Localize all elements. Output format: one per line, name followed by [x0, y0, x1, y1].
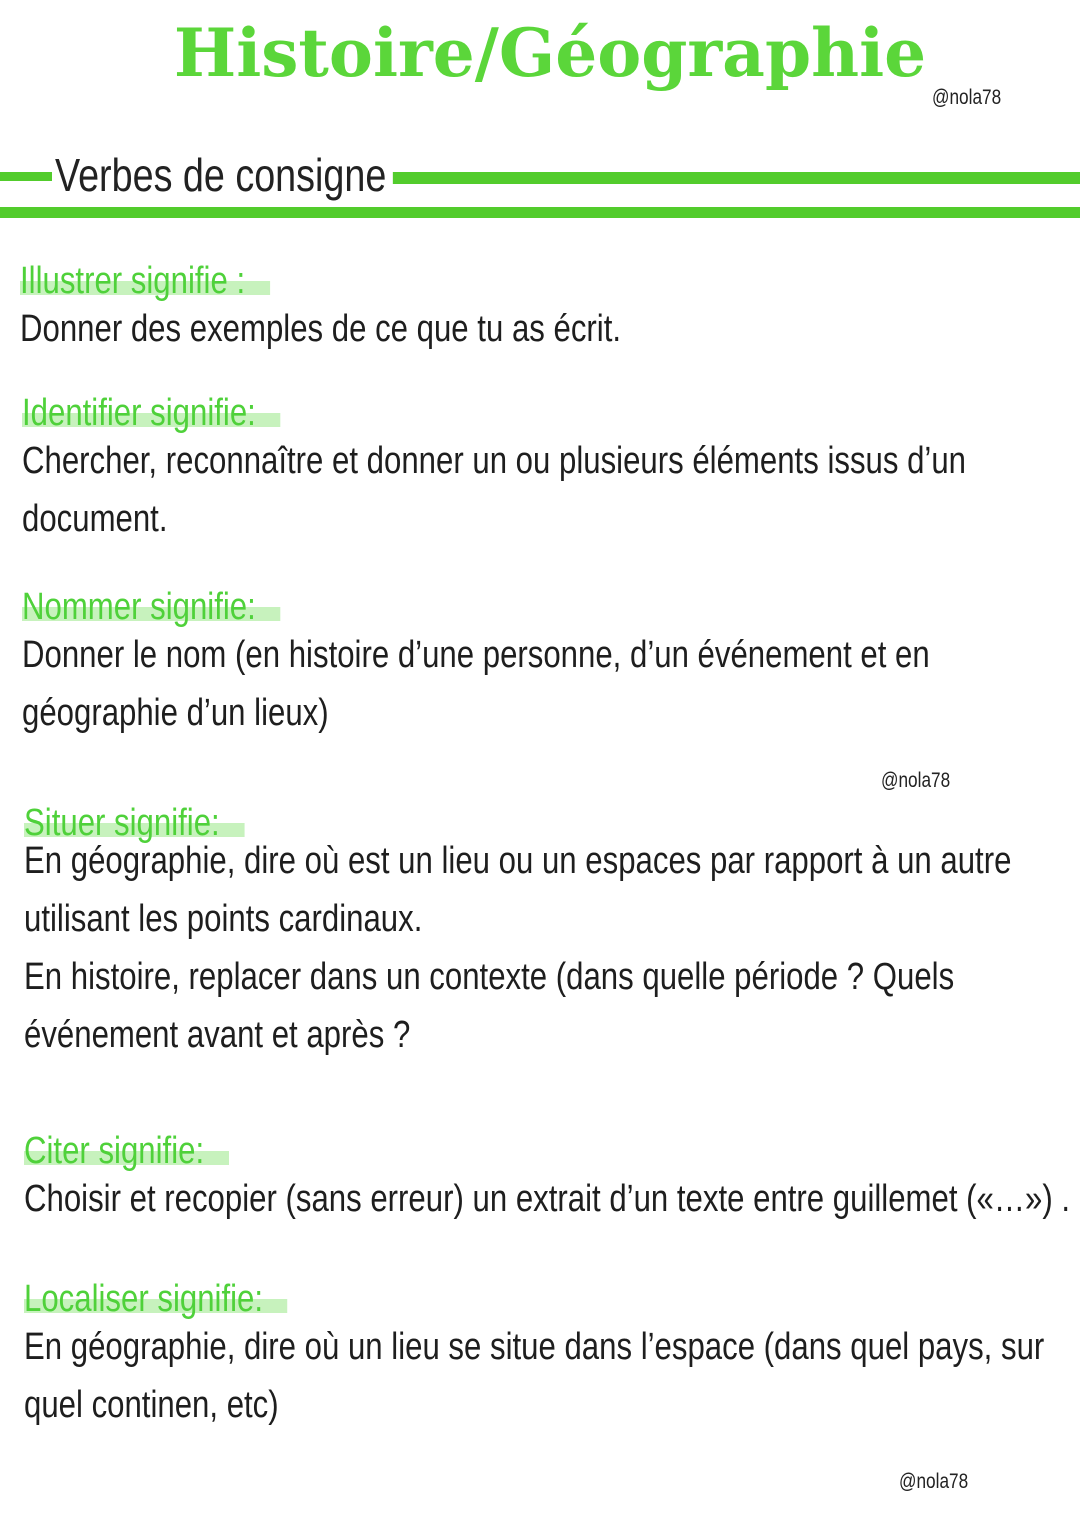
definition-heading: Citer signifie:	[24, 1128, 204, 1174]
definition-text: utilisant les points cardinaux.	[24, 898, 423, 940]
definition-text: Chercher, reconnaître et donner un ou plusieurs éléments issus d’un	[22, 440, 967, 482]
watermark: @nola78	[899, 1470, 969, 1493]
header-bar-right	[362, 172, 1080, 184]
definition-text: événement avant et après ?	[24, 1014, 411, 1056]
page-title: Histoire/Géographie	[173, 14, 927, 92]
definition-text: document.	[22, 498, 168, 540]
definition-citer	[24, 1128, 1080, 1228]
definition-identifier	[22, 390, 1080, 548]
definition-heading: Identifier signifie:	[22, 390, 256, 436]
definition-text: quel continen, etc)	[24, 1384, 279, 1426]
definition-situer	[24, 800, 1080, 1064]
definition-heading: Illustrer signifie :	[20, 258, 245, 304]
definition-illustrer	[20, 258, 753, 358]
definition-localiser	[24, 1276, 1080, 1434]
header-bar-left	[0, 172, 52, 181]
definition-nommer	[22, 584, 1080, 742]
definition-text: Donner le nom (en histoire d’une personne, d’un événement et en	[22, 634, 930, 676]
author-handle: @nola78	[932, 86, 1002, 109]
definition-text: En histoire, replacer dans un contexte (dans quelle période ? Quels	[24, 956, 955, 998]
header-underline	[0, 207, 1080, 218]
watermark: @nola78	[881, 769, 951, 792]
definition-text: En géographie, dire où est un lieu ou un espaces par rapport à un autre	[24, 840, 1012, 882]
definition-heading: Situer signifie:	[24, 800, 220, 846]
definition-text: géographie d’un lieux)	[22, 692, 329, 734]
section-subtitle: Verbes de consigne	[55, 148, 393, 202]
definition-text: Donner des exemples de ce que tu as écrit.	[20, 308, 622, 350]
definition-heading: Localiser signifie:	[24, 1276, 263, 1322]
definition-heading: Nommer signifie:	[22, 584, 256, 630]
definition-text: En géographie, dire où un lieu se situe dans l’espace (dans quel pays, sur	[24, 1326, 1045, 1368]
definition-text: Choisir et recopier (sans erreur) un extrait d’un texte entre guillemet («…») .	[24, 1178, 1071, 1220]
